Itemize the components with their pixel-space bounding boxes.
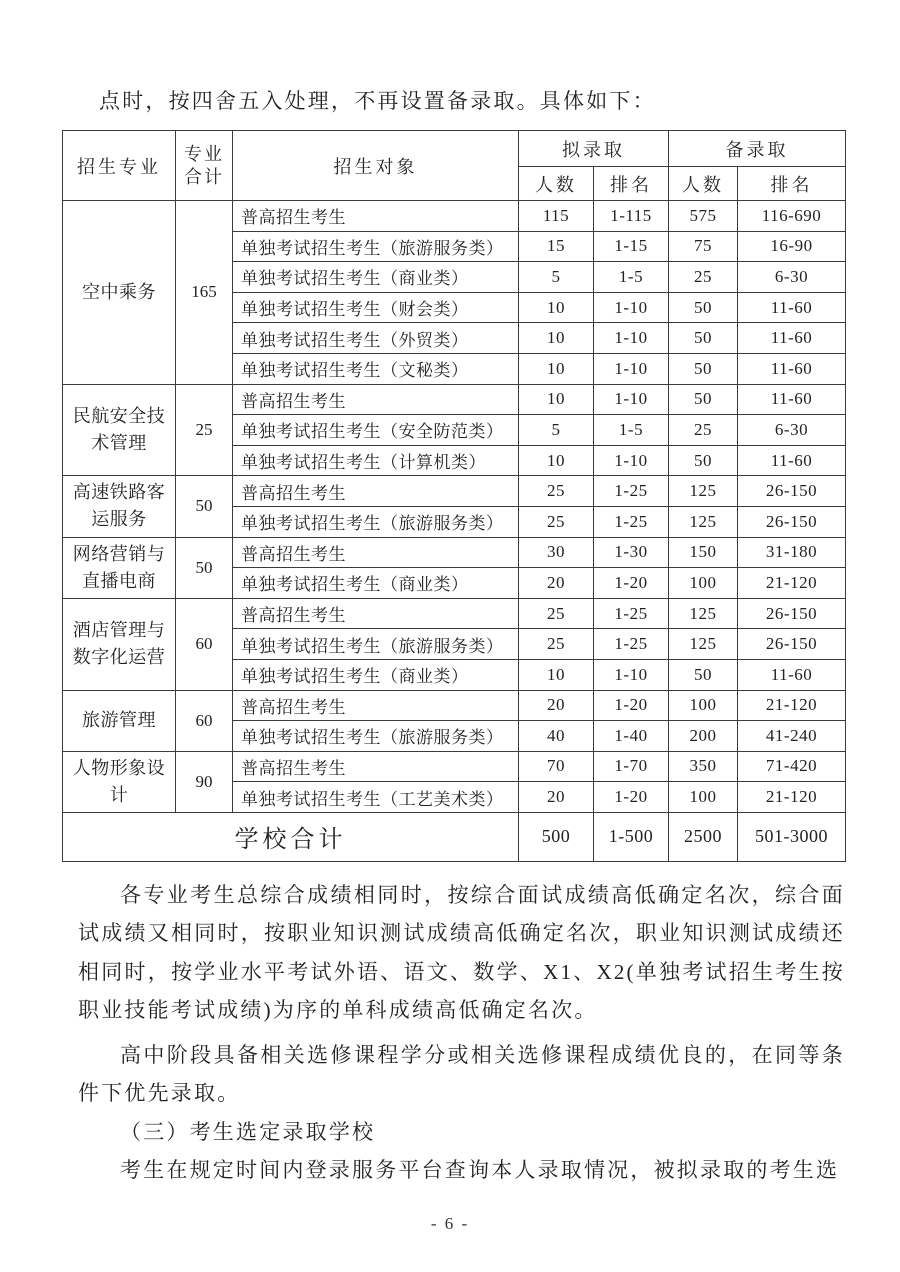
proposed-count-cell: 25 bbox=[519, 506, 594, 537]
backup-count-cell: 100 bbox=[669, 568, 738, 599]
backup-rank-cell: 116-690 bbox=[738, 201, 846, 232]
proposed-count-cell: 30 bbox=[519, 537, 594, 568]
target-cell: 单独考试招生考生（外贸类） bbox=[233, 323, 519, 354]
proposed-rank-cell: 1-20 bbox=[594, 690, 669, 721]
backup-rank-cell: 11-60 bbox=[738, 445, 846, 476]
backup-rank-cell: 11-60 bbox=[738, 292, 846, 323]
backup-rank-cell: 21-120 bbox=[738, 568, 846, 599]
target-cell: 单独考试招生考生（文秘类） bbox=[233, 353, 519, 384]
admissions-table bbox=[62, 130, 846, 862]
major-total-cell: 60 bbox=[176, 598, 233, 690]
backup-rank-cell: 21-120 bbox=[738, 690, 846, 721]
backup-rank-cell: 26-150 bbox=[738, 629, 846, 660]
major-total-cell: 90 bbox=[176, 751, 233, 812]
proposed-rank-cell: 1-10 bbox=[594, 445, 669, 476]
proposed-rank-cell: 1-25 bbox=[594, 476, 669, 507]
proposed-rank-cell: 1-25 bbox=[594, 629, 669, 660]
major-cell: 高速铁路客运服务 bbox=[63, 476, 176, 537]
proposed-count-cell: 10 bbox=[519, 323, 594, 354]
major-cell: 空中乘务 bbox=[63, 201, 176, 385]
table-row bbox=[63, 598, 846, 629]
target-cell: 普高招生考生 bbox=[233, 537, 519, 568]
backup-count-cell: 125 bbox=[669, 476, 738, 507]
target-cell: 单独考试招生考生（旅游服务类） bbox=[233, 629, 519, 660]
header-major-total bbox=[176, 131, 233, 201]
table-row bbox=[63, 476, 846, 507]
backup-count-cell: 50 bbox=[669, 445, 738, 476]
proposed-rank-cell: 1-10 bbox=[594, 292, 669, 323]
proposed-rank-cell: 1-10 bbox=[594, 353, 669, 384]
table-row bbox=[63, 690, 846, 721]
backup-count-cell: 100 bbox=[669, 782, 738, 813]
proposed-rank-cell: 1-5 bbox=[594, 262, 669, 293]
major-total-cell: 50 bbox=[176, 537, 233, 598]
major-total-cell: 60 bbox=[176, 690, 233, 751]
header-major-total-line2: 合计 bbox=[184, 166, 224, 187]
header-backup-rank: 排名 bbox=[738, 167, 846, 201]
proposed-rank-cell: 1-10 bbox=[594, 323, 669, 354]
proposed-rank-cell: 1-40 bbox=[594, 721, 669, 752]
proposed-count-cell: 5 bbox=[519, 262, 594, 293]
backup-count-cell: 75 bbox=[669, 231, 738, 262]
page-number: - 6 - bbox=[430, 1214, 470, 1233]
proposed-rank-cell: 1-30 bbox=[594, 537, 669, 568]
target-cell: 单独考试招生考生（商业类） bbox=[233, 568, 519, 599]
backup-count-cell: 350 bbox=[669, 751, 738, 782]
proposed-rank-cell: 1-20 bbox=[594, 568, 669, 599]
target-cell: 单独考试招生考生（旅游服务类） bbox=[233, 231, 519, 262]
proposed-rank-cell: 1-70 bbox=[594, 751, 669, 782]
proposed-rank-cell: 1-15 bbox=[594, 231, 669, 262]
header-backup-count: 人数 bbox=[669, 167, 738, 201]
major-total-cell: 165 bbox=[176, 201, 233, 385]
table-row bbox=[63, 384, 846, 415]
backup-rank-cell: 26-150 bbox=[738, 476, 846, 507]
backup-count-cell: 150 bbox=[669, 537, 738, 568]
summary-proposed-count-cell: 500 bbox=[519, 812, 594, 861]
header-proposed-admission: 拟录取 bbox=[519, 131, 669, 167]
heading-section-three: （三）考生选定录取学校 bbox=[120, 1119, 376, 1144]
proposed-count-cell: 5 bbox=[519, 415, 594, 446]
backup-rank-cell: 16-90 bbox=[738, 231, 846, 262]
table-row bbox=[63, 201, 846, 232]
target-cell: 单独考试招生考生（商业类） bbox=[233, 262, 519, 293]
backup-rank-cell: 41-240 bbox=[738, 721, 846, 752]
major-cell: 人物形象设计 bbox=[63, 751, 176, 812]
backup-count-cell: 50 bbox=[669, 323, 738, 354]
summary-row bbox=[63, 812, 846, 861]
header-major-total-line1: 专业 bbox=[184, 144, 224, 164]
target-cell: 单独考试招生考生（安全防范类） bbox=[233, 415, 519, 446]
header-backup-admission: 备录取 bbox=[669, 131, 846, 167]
proposed-count-cell: 15 bbox=[519, 231, 594, 262]
target-cell: 普高招生考生 bbox=[233, 751, 519, 782]
proposed-count-cell: 20 bbox=[519, 782, 594, 813]
page-intro-line: 点时，按四舍五入处理，不再设置备录取。具体如下： bbox=[99, 89, 656, 113]
backup-rank-cell: 6-30 bbox=[738, 262, 846, 293]
target-cell: 单独考试招生考生（工艺美术类） bbox=[233, 782, 519, 813]
proposed-count-cell: 25 bbox=[519, 476, 594, 507]
target-cell: 单独考试招生考生（计算机类） bbox=[233, 445, 519, 476]
table-row bbox=[63, 537, 846, 568]
major-total-cell: 25 bbox=[176, 384, 233, 476]
proposed-count-cell: 10 bbox=[519, 659, 594, 690]
backup-count-cell: 50 bbox=[669, 659, 738, 690]
proposed-rank-cell: 1-25 bbox=[594, 506, 669, 537]
backup-count-cell: 125 bbox=[669, 506, 738, 537]
admissions-table-body bbox=[63, 201, 846, 862]
major-cell: 酒店管理与数字化运营 bbox=[63, 598, 176, 690]
summary-backup-rank-cell: 501-3000 bbox=[738, 812, 846, 861]
major-cell: 民航安全技术管理 bbox=[63, 384, 176, 476]
paragraph-elective-priority: 高中阶段具备相关选修课程学分或相关选修课程成绩优良的，在同等条件下优先录取。 bbox=[78, 1043, 845, 1106]
proposed-count-cell: 40 bbox=[519, 721, 594, 752]
backup-count-cell: 50 bbox=[669, 353, 738, 384]
backup-rank-cell: 26-150 bbox=[738, 598, 846, 629]
backup-rank-cell: 26-150 bbox=[738, 506, 846, 537]
backup-rank-cell: 11-60 bbox=[738, 384, 846, 415]
header-proposed-rank: 排名 bbox=[594, 167, 669, 201]
summary-label-cell: 学校合计 bbox=[63, 812, 519, 861]
proposed-count-cell: 10 bbox=[519, 353, 594, 384]
header-target: 招生对象 bbox=[233, 131, 519, 201]
proposed-count-cell: 10 bbox=[519, 384, 594, 415]
paragraph-tiebreak-rules: 各专业考生总综合成绩相同时，按综合面试成绩高低确定名次，综合面试成绩又相同时，按职业知识测试成绩高低确定名次，职业知识测试成绩还相同时，按学业水平考试外语、语文、数学、X1、X2(单独考试招生考生按职业技能考试成绩)为序的单科成绩高低确定名次。 bbox=[78, 883, 845, 1022]
target-cell: 普高招生考生 bbox=[233, 690, 519, 721]
backup-rank-cell: 11-60 bbox=[738, 323, 846, 354]
proposed-rank-cell: 1-10 bbox=[594, 384, 669, 415]
backup-count-cell: 25 bbox=[669, 415, 738, 446]
backup-count-cell: 25 bbox=[669, 262, 738, 293]
backup-count-cell: 50 bbox=[669, 384, 738, 415]
proposed-count-cell: 20 bbox=[519, 568, 594, 599]
proposed-rank-cell: 1-5 bbox=[594, 415, 669, 446]
header-major: 招生专业 bbox=[63, 131, 176, 201]
target-cell: 单独考试招生考生（旅游服务类） bbox=[233, 506, 519, 537]
summary-backup-count-cell: 2500 bbox=[669, 812, 738, 861]
proposed-count-cell: 10 bbox=[519, 292, 594, 323]
major-cell: 旅游管理 bbox=[63, 690, 176, 751]
backup-rank-cell: 31-180 bbox=[738, 537, 846, 568]
header-proposed-count: 人数 bbox=[519, 167, 594, 201]
backup-rank-cell: 21-120 bbox=[738, 782, 846, 813]
backup-rank-cell: 11-60 bbox=[738, 353, 846, 384]
admissions-table-header bbox=[63, 131, 846, 201]
backup-count-cell: 575 bbox=[669, 201, 738, 232]
backup-count-cell: 125 bbox=[669, 598, 738, 629]
backup-rank-cell: 71-420 bbox=[738, 751, 846, 782]
body-paragraphs bbox=[78, 876, 845, 1189]
major-cell: 网络营销与直播电商 bbox=[63, 537, 176, 598]
paragraph-candidate-query: 考生在规定时间内登录服务平台查询本人录取情况，被拟录取的考生选 bbox=[120, 1158, 840, 1183]
proposed-count-cell: 10 bbox=[519, 445, 594, 476]
backup-rank-cell: 11-60 bbox=[738, 659, 846, 690]
proposed-rank-cell: 1-115 bbox=[594, 201, 669, 232]
summary-proposed-rank-cell: 1-500 bbox=[594, 812, 669, 861]
target-cell: 普高招生考生 bbox=[233, 476, 519, 507]
major-total-cell: 50 bbox=[176, 476, 233, 537]
target-cell: 单独考试招生考生（商业类） bbox=[233, 659, 519, 690]
backup-count-cell: 200 bbox=[669, 721, 738, 752]
proposed-rank-cell: 1-10 bbox=[594, 659, 669, 690]
backup-count-cell: 50 bbox=[669, 292, 738, 323]
proposed-rank-cell: 1-20 bbox=[594, 782, 669, 813]
target-cell: 单独考试招生考生（旅游服务类） bbox=[233, 721, 519, 752]
table-row bbox=[63, 751, 846, 782]
target-cell: 普高招生考生 bbox=[233, 598, 519, 629]
backup-rank-cell: 6-30 bbox=[738, 415, 846, 446]
proposed-rank-cell: 1-25 bbox=[594, 598, 669, 629]
proposed-count-cell: 25 bbox=[519, 598, 594, 629]
proposed-count-cell: 115 bbox=[519, 201, 594, 232]
backup-count-cell: 125 bbox=[669, 629, 738, 660]
proposed-count-cell: 70 bbox=[519, 751, 594, 782]
target-cell: 普高招生考生 bbox=[233, 201, 519, 232]
target-cell: 单独考试招生考生（财会类） bbox=[233, 292, 519, 323]
proposed-count-cell: 25 bbox=[519, 629, 594, 660]
backup-count-cell: 100 bbox=[669, 690, 738, 721]
proposed-count-cell: 20 bbox=[519, 690, 594, 721]
target-cell: 普高招生考生 bbox=[233, 384, 519, 415]
